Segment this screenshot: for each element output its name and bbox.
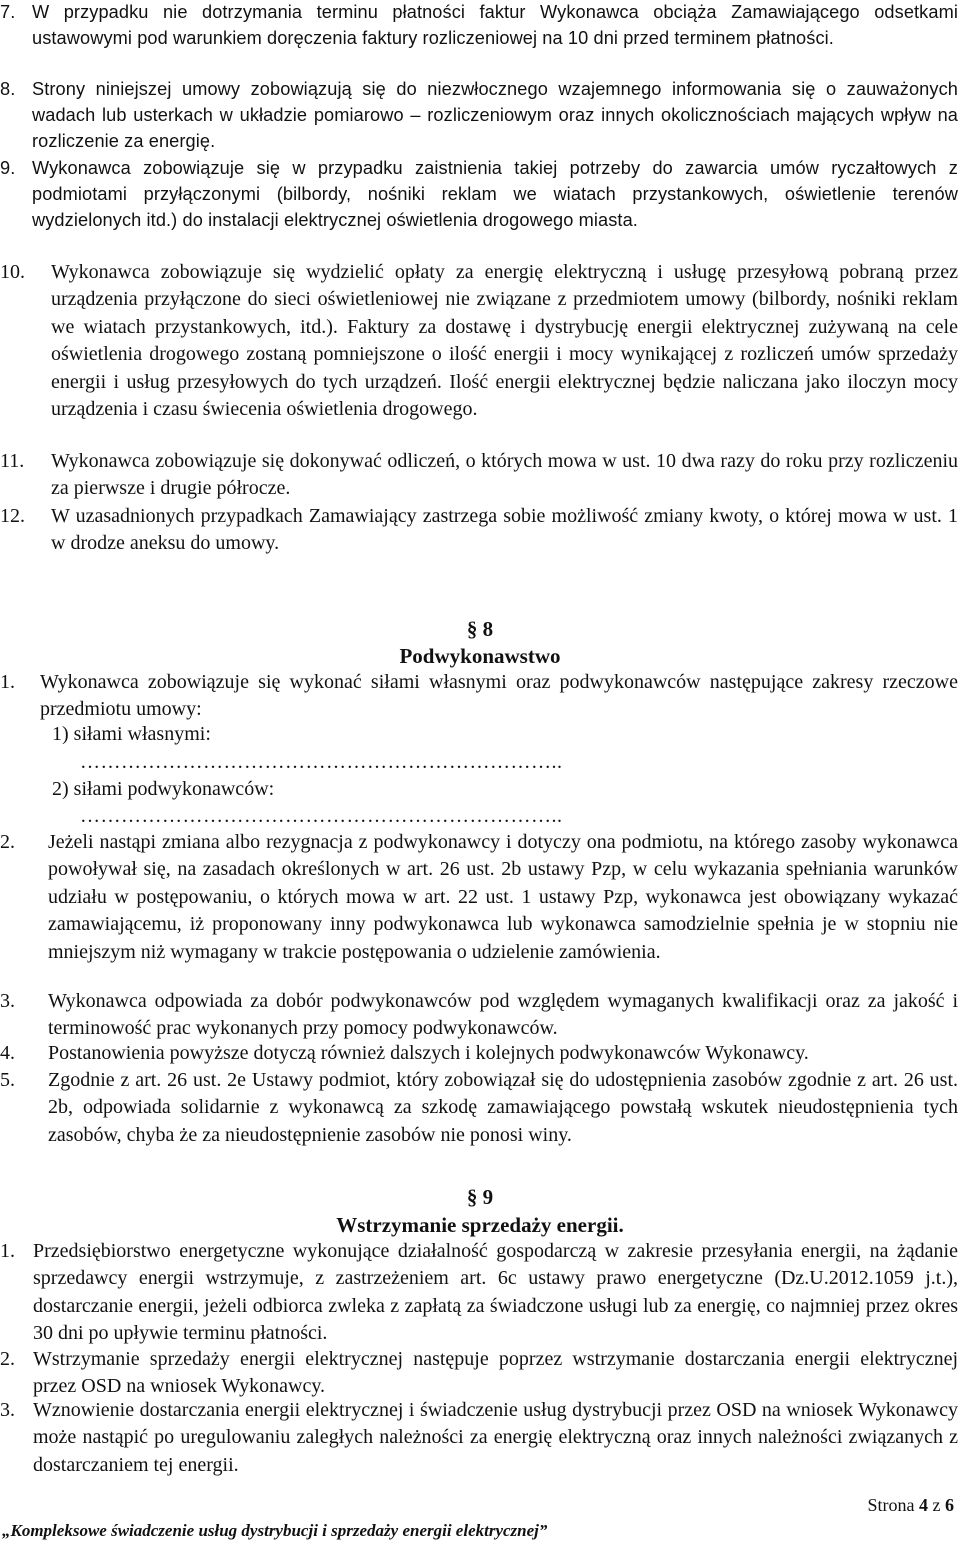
item-number: 3. xyxy=(0,1399,15,1421)
item-text: Strony niniejszej umowy zobowiązują się do niezwłocznego wzajemnego informowania się o zauważonych wadach lub usterkach w układzie pomiarowo – rozliczeniowym oraz innych okolicznościach mających wpływ na rozliczenie za energię. xyxy=(32,79,958,151)
dotted-fill-line: …………………………………………………………….. xyxy=(80,751,563,773)
item-text: Wznowienie dostarczania energii elektrycznej i świadczenie usług dystrybucji przez OSD na wniosek Wykonawcy może nastąpić po uregulowaniu zaległych należności za energię elektryczną oraz innych należności związanych z dostarczaniem tej energii. xyxy=(33,1399,958,1476)
item-text: Jeżeli nastąpi zmiana albo rezygnacja z podwykonawcy i dotyczy ona podmiotu, na którego zasoby wykonawca powoływał się, na zasadach określonych w art. 26 ust. 2b ustawy Pzp, w celu wykazania spełniania warunków udziału w postępowaniu, o których mowa w art. 22 ust. 1 ustawy Pzp, wykonawca jest obowiązany wykazać zamawiającemu, iż proponowany inny podwykonawca lub wykonawca samodzielnie spełnia je w stopniu nie mniejszym niż wymagany w trakcie postępowania o udzielenie zamówienia. xyxy=(48,831,958,963)
item-text: W uzasadnionych przypadkach Zamawiający zastrzega sobie możliwość zmiany kwoty, o której mowa w ust. 1 w drodze aneksu do umowy. xyxy=(51,505,958,555)
page-total: 6 xyxy=(945,1495,954,1515)
section-number: § 9 xyxy=(466,1185,494,1209)
subitem-own: 1) siłami własnymi: xyxy=(52,723,211,745)
item-number: 5. xyxy=(0,1069,15,1091)
page-current: 4 xyxy=(919,1495,928,1515)
item-number: 7. xyxy=(0,2,16,22)
list-item xyxy=(0,259,958,423)
page-separator: z xyxy=(932,1495,941,1515)
item-text: Wykonawca zobowiązuje się dokonywać odliczeń, o których mowa w ust. 10 dwa razy do roku przy rozliczeniu za pierwsze i drugie półrocze. xyxy=(51,450,958,500)
list-item xyxy=(0,155,958,233)
item-number: 12. xyxy=(0,505,25,527)
section-number: § 8 xyxy=(466,617,494,641)
item-text: Postanowienia powyższe dotyczą również dalszych i kolejnych podwykonawców Wykonawcy. xyxy=(48,1042,809,1064)
subitem-subcontractors: 2) siłami podwykonawców: xyxy=(52,778,275,800)
item-text: Zgodnie z art. 26 ust. 2e Ustawy podmiot, który zobowiązał się do udostępnienia zasobów zgodnie z art. 26 ust. 2b, odpowiada solidarnie z wykonawcą za szkodę zamawiającego powstałą wskutek nieudostępnienia tych zasobów, chyba że za nieudostępnienie zasobów nie ponosi winy. xyxy=(48,1069,958,1146)
item-number: 2. xyxy=(0,1348,15,1370)
list-item xyxy=(0,829,958,966)
list-item xyxy=(0,1346,958,1401)
section-title: Podwykonawstwo xyxy=(399,644,561,668)
item-text: Przedsiębiorstwo energetyczne wykonujące działalność gospodarczą w zakresie przesyłania energii, na żądanie sprzedawcy energii wstrzymuje, z zastrzeżeniem art. 6c ustawy prawo energetyczne (Dz.U.2012.1059 j.t.), dostarczanie energii, jeżeli odbiorca zwleka z zapłatą za świadczone usługi lub za energię, co najmniej przez okres 30 dni po upływie terminu płatności. xyxy=(33,1240,958,1345)
section-title: Wstrzymanie sprzedaży energii. xyxy=(336,1213,624,1237)
list-item xyxy=(0,0,958,51)
list-item xyxy=(0,76,958,154)
list-item xyxy=(0,448,958,503)
list-item xyxy=(0,1040,958,1067)
page-label: Strona xyxy=(867,1495,915,1515)
list-item xyxy=(0,1067,958,1149)
item-text: W przypadku nie dotrzymania terminu płatności faktur Wykonawca obciąża Zamawiającego odsetkami ustawowymi pod warunkiem doręczenia faktury rozliczeniowej na 10 dni przed terminem płatności. xyxy=(32,2,958,48)
item-number: 1. xyxy=(0,671,15,693)
dotted-fill-line: …………………………………………………………….. xyxy=(80,805,563,827)
item-number: 11. xyxy=(0,450,25,472)
item-text: Wykonawca zobowiązuje się wykonać siłami własnymi oraz podwykonawców następujące zakresy rzeczowe przedmiotu umowy: xyxy=(40,671,958,721)
item-number: 10. xyxy=(0,261,25,283)
item-number: 4. xyxy=(0,1042,15,1064)
item-text: Wykonawca zobowiązuje się w przypadku zaistnienia takiej potrzeby do zawarcia umów ryczałtowych z podmiotami przyłączonymi (bilbordy, nośniki reklam we wiatach przystankowych, oświetlenie terenów wydzielonych itd.) do instalacji elektrycznej oświetlenia drogowego miasta. xyxy=(32,158,958,230)
list-item xyxy=(0,1397,958,1479)
page-number xyxy=(868,1495,955,1516)
item-number: 3. xyxy=(0,990,15,1012)
item-number: 1. xyxy=(0,1240,15,1262)
document-footer-title: „Kompleksowe świadczenie usług dystrybucji i sprzedaży energii elektrycznej” xyxy=(2,1521,548,1540)
item-number: 2. xyxy=(0,831,15,853)
list-item xyxy=(0,1238,958,1348)
list-item xyxy=(0,988,958,1043)
list-item xyxy=(0,503,958,558)
item-number: 9. xyxy=(0,158,16,178)
list-item xyxy=(0,669,958,724)
item-text: Wykonawca odpowiada za dobór podwykonawców pod względem wymaganych kwalifikacji oraz za jakość i terminowość prac wykonanych przy pomocy podwykonawców. xyxy=(48,990,958,1040)
item-number: 8. xyxy=(0,79,16,99)
item-text: Wykonawca zobowiązuje się wydzielić opłaty za energię elektryczną i usługę przesyłową pobraną przez urządzenia przyłączone do sieci oświetleniowej nie związane z przedmiotem umowy (bilbordy, nośniki reklam we wiatach przystankowych, itd.). Faktury za dostawę i dystrybucję energii elektrycznej zużywaną na cele oświetlenia drogowego zostaną pomniejszone o ilość energii i mocy wynikającej z rozliczeń umów sprzedaży energii i usług przesyłowych do tych urządzeń. Ilość energii elektrycznej będzie naliczana jako iloczyn mocy urządzenia i czasu świecenia oświetlenia drogowego. xyxy=(51,261,958,421)
item-text: Wstrzymanie sprzedaży energii elektrycznej następuje poprzez wstrzymanie dostarczania energii elektrycznej przez OSD na wniosek Wykonawcy. xyxy=(33,1348,958,1398)
